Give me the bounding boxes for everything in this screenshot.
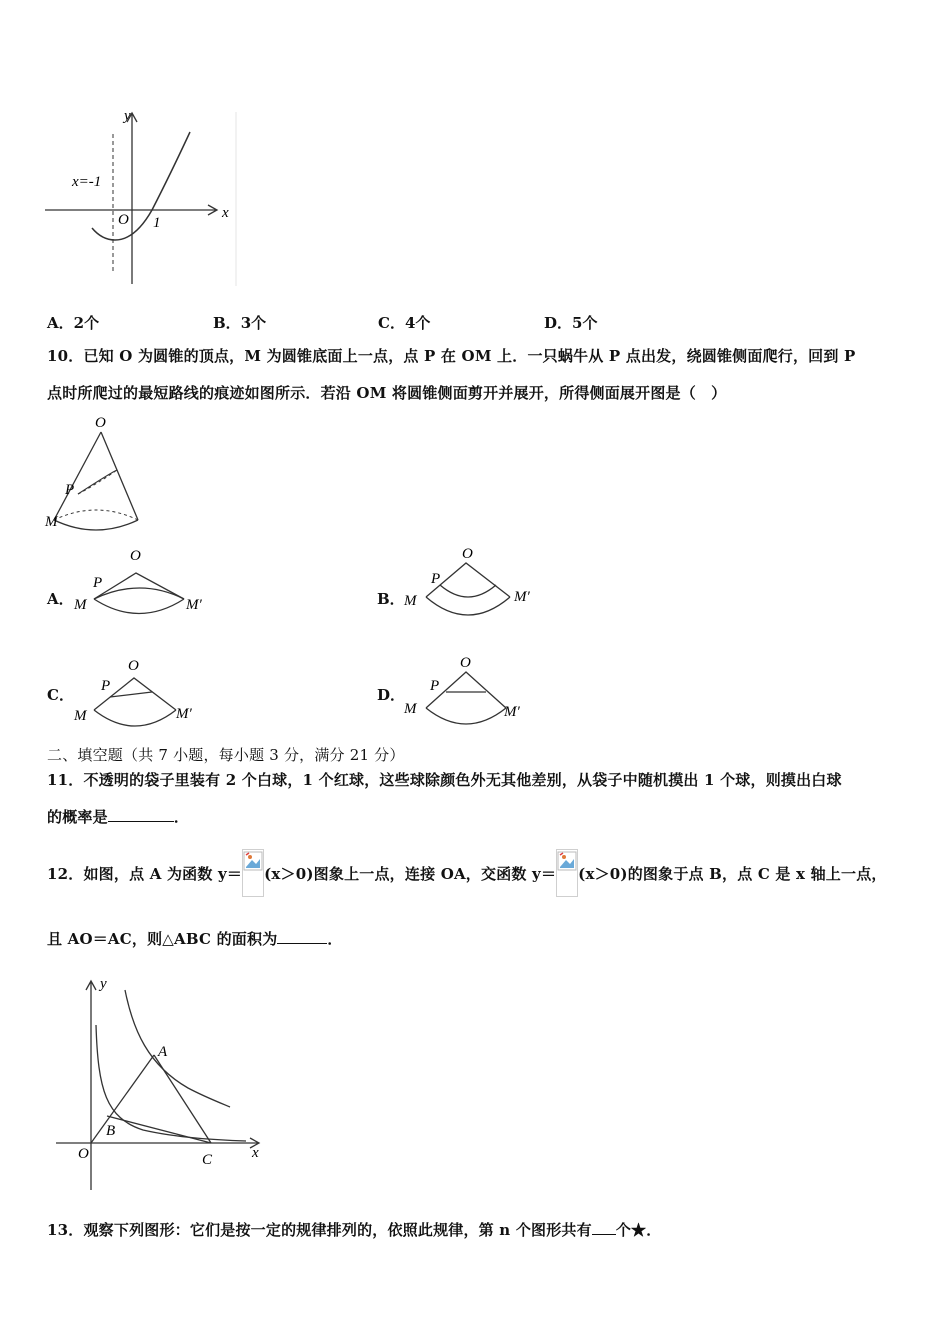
q9-option-b [213, 312, 266, 333]
cone-m-label: M [45, 514, 58, 530]
svg-text:M′: M′ [504, 704, 520, 720]
option-text: 4个 [404, 314, 431, 332]
cone-o-label: O [95, 415, 106, 431]
svg-text:P: P [431, 571, 441, 587]
q10-option-d-figure [400, 650, 550, 725]
svg-text:O: O [128, 658, 139, 674]
svg-text:M: M [74, 597, 87, 613]
option-letter: D． [544, 314, 573, 332]
svg-text:O: O [460, 655, 471, 671]
origin-label: O [118, 212, 129, 228]
q9-option-d [544, 312, 597, 333]
svg-text:P: P [101, 678, 111, 694]
tick-one-label: 1 [153, 215, 161, 231]
inner-hyperbola [96, 1025, 246, 1141]
q9-option-c [378, 312, 430, 333]
q10-option-b-figure [400, 543, 550, 618]
q10-option-c-figure [70, 652, 220, 727]
q9-option-a [47, 312, 99, 333]
q10-text-line2: 点时所爬过的最短路线的痕迹如图所示．若沿 OM 将圆锥侧面剪开并展开，所得侧面展开图是（ ） [47, 384, 727, 402]
svg-text:A: A [158, 1044, 168, 1060]
q11-text-line1: 11．不透明的袋子里装有 2 个白球，1 个红球，这些球除颜色外无其他差别，从袋子中随机摸出 1 个球，则摸出白球 [47, 771, 842, 789]
svg-text:M′: M′ [514, 589, 530, 605]
q10-option-a-figure [70, 543, 220, 618]
option-text: 2个 [73, 314, 100, 332]
cone-p-label: P [65, 482, 75, 498]
svg-text:P: P [93, 575, 103, 591]
svg-text:x: x [252, 1145, 259, 1161]
svg-text:M: M [404, 593, 417, 609]
x-label: x [222, 205, 229, 221]
q10-cone-figure [42, 412, 152, 537]
answer-blank [592, 1220, 616, 1235]
section-title: 二、填空题（共 7 小题，每小题 3 分，满分 21 分） [47, 746, 405, 764]
q11-text-line2: 的概率是 ． [47, 808, 190, 826]
svg-text:y: y [100, 976, 107, 992]
option-letter: C． [378, 314, 405, 332]
q13-text: 13．观察下列图形：它们是按一定的规律排列的，依照此规律，第 n 个图形共有 个★． [47, 1221, 662, 1239]
broken-image-icon [242, 849, 264, 897]
q10-option-a-letter: A． [47, 590, 74, 608]
q12-text-line1: 12．如图，点 A 为函数 y＝ (x＞0)图象上一点，连接 OA，交函数 y＝ (x＞0)的图象于点 B，点 C 是 x 轴上一点， [47, 848, 887, 900]
svg-text:O: O [78, 1146, 89, 1162]
q10-text-line1: 10．已知 O 为圆锥的顶点，M 为圆锥底面上一点，点 P 在 OM 上．一只蜗牛从 P 点出发，绕圆锥侧面爬行，回到 P [47, 347, 856, 365]
q9-function-graph [40, 100, 245, 290]
svg-text:B: B [106, 1123, 116, 1139]
option-letter: B． [213, 314, 241, 332]
svg-text:M′: M′ [176, 706, 192, 722]
option-letter: A． [47, 314, 74, 332]
broken-image-icon [556, 849, 578, 897]
svg-text:M: M [404, 701, 417, 717]
svg-text:C: C [202, 1152, 213, 1168]
option-text: 3个 [240, 314, 267, 332]
outer-hyperbola [125, 990, 230, 1107]
answer-blank [108, 807, 174, 822]
answer-blank [277, 929, 327, 944]
svg-text:O: O [462, 546, 473, 562]
option-text: 5个 [572, 314, 598, 332]
svg-text:O: O [130, 548, 141, 564]
q12-text-line2: 且 AO＝AC，则△ABC 的面积为 ． [47, 930, 343, 948]
q10-option-b-letter: B． [377, 590, 405, 608]
parabola-curve [92, 132, 190, 240]
q10-option-c-letter: C． [47, 686, 74, 704]
line-label: x=-1 [72, 174, 102, 190]
q12-function-graph [48, 970, 273, 1195]
svg-text:P: P [430, 678, 440, 694]
y-label: y [124, 108, 131, 124]
svg-text:M′: M′ [186, 597, 202, 613]
svg-text:M: M [74, 708, 87, 724]
q10-option-d-letter: D． [377, 686, 406, 704]
